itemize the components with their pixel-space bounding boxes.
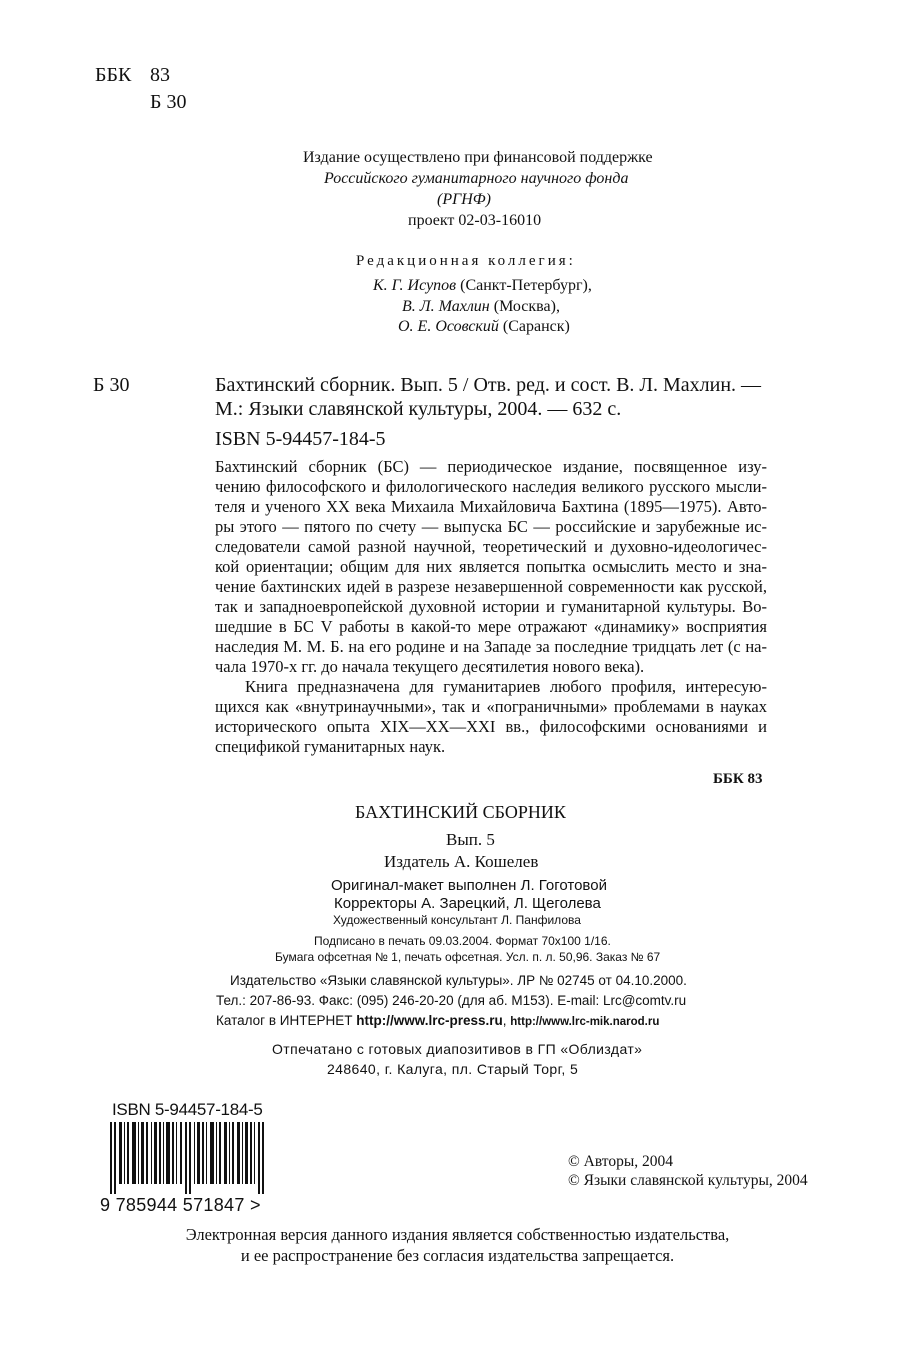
imprint-paper: Бумага офсетная № 1, печать офсетная. Усл. п. л. 50,96. Заказ № 67 (275, 950, 661, 964)
abstract-line: чение бахтинских идей в разрезе незавершенной современности как русской, (215, 577, 767, 596)
barcode-bars-icon (110, 1122, 270, 1194)
funding-line-4: проект 02-03-16010 (408, 212, 542, 229)
board-member-name: О. Е. Осовский (398, 318, 499, 335)
abstract-line: кой ориентации; общим для них является попытка осмыслить место и зна- (215, 557, 767, 576)
copyright-authors: © Авторы, 2004 (568, 1153, 674, 1170)
imprint-signed: Подписано в печать 09.03.2004. Формат 70x100 1/16. (314, 934, 611, 948)
bbk-footer: ББК 83 (713, 771, 763, 787)
author-mark: Б 30 (150, 91, 187, 113)
abstract-line: шедшие в БС V работы в какой-то мере отражают «динамику» восприятия (215, 617, 767, 636)
catalog-label: Каталог в ИНТЕРНЕТ (216, 1013, 357, 1028)
abstract-line: чению философского и филологического наследия великого русского мысли- (215, 477, 767, 496)
imprint-printed: Отпечатано с готовых диапозитивов в ГП «Облиздат» (272, 1041, 643, 1057)
notice-line-1: Электронная версия данного издания является собственностью издательства, (185, 1225, 730, 1244)
abstract-line: Бахтинский сборник (БС) — периодическое издание, посвященное изу- (215, 457, 767, 476)
url-separator: , (502, 1013, 511, 1028)
abstract-line: щихся как «внутринаучными», так и «пограничными» проблемами в науках (215, 697, 767, 716)
board-member (373, 277, 592, 295)
abstract-line: спецификой гуманитарных наук. (215, 737, 446, 756)
publisher-url-link[interactable]: http://www.lrc-press.ru (356, 1013, 503, 1028)
funding-line-1: Издание осуществлено при финансовой поддержке (303, 149, 653, 166)
board-member (398, 318, 570, 336)
abstract-line: исторического опыта XIX—XX—XXI вв., философскими основаниями и (215, 717, 767, 736)
funding-line-3: (РГНФ) (437, 191, 491, 208)
copyright-publisher: © Языки славянской культуры, 2004 (568, 1172, 808, 1189)
imprint-layout: Оригинал-макет выполнен Л. Гоготовой (331, 877, 607, 894)
imprint-address: 248640, г. Калуга, пл. Старый Торг, 5 (327, 1061, 579, 1077)
imprint-art-consultant: Художественный консультант Л. Панфилова (333, 913, 581, 927)
board-member-name: К. Г. Исупов (373, 277, 457, 294)
catalog-mark: Б 30 (93, 374, 130, 396)
board-member-city: (Саранск) (498, 318, 570, 335)
abstract-line: теля и ученого XX века Михаила Михайловича Бахтина (1895—1975). Авто- (215, 497, 767, 516)
board-member-name: В. Л. Махлин (402, 298, 490, 315)
imprint-house: Издательство «Языки славянской культуры». ЛР № 02745 от 04.10.2000. (230, 973, 687, 988)
bbk-label: ББК (95, 64, 132, 86)
abstract-line: следователи самой разной научной, теоретический и духовно-идеологичес- (215, 537, 767, 556)
mirror-url-link[interactable]: http://www.lrc-mik.narod.ru (510, 1016, 660, 1028)
imprint-publisher: Издатель А. Кошелев (384, 852, 539, 871)
barcode-isbn: ISBN 5-94457-184-5 (112, 1100, 263, 1119)
isbn-barcode (100, 1100, 280, 1220)
board-member-city: (Санкт-Петербург), (456, 277, 592, 294)
imprint-proofreaders: Корректоры А. Зарецкий, Л. Щеголева (334, 895, 601, 912)
imprint-catalog (216, 1013, 659, 1028)
catalog-line-1: Бахтинский сборник. Вып. 5 / Отв. ред. и сост. В. Л. Махлин. — (215, 374, 762, 396)
board-member-city: (Москва), (489, 298, 560, 315)
board-member (402, 298, 560, 316)
imprint-title: БАХТИНСКИЙ СБОРНИК (355, 802, 566, 822)
abstract-line: ры этого — пятого по счету — выпуска БС — российские и зарубежные ис- (215, 517, 767, 536)
catalog-isbn: ISBN 5-94457-184-5 (215, 428, 386, 450)
abstract-line: наследия М. М. Б. на его родине и на Западе за последние тридцать лет (с на- (215, 637, 767, 656)
imprint-issue: Вып. 5 (446, 830, 495, 849)
board-title: Редакционная коллегия: (356, 253, 576, 269)
bbk-code: 83 (150, 64, 170, 86)
funding-line-2: Российского гуманитарного научного фонда (324, 170, 629, 187)
catalog-line-2: М.: Языки славянской культуры, 2004. — 632 с. (215, 398, 622, 420)
notice-line-2: и ее распространение без согласия издательства запрещается. (240, 1246, 675, 1265)
imprint-phone: Тел.: 207-86-93. Факс: (095) 246-20-20 (для аб. М153). E-mail: Lrc@comtv.ru (216, 993, 687, 1008)
abstract-line: так и западноевропейской духовной истории и гуманитарной культуры. Во- (215, 597, 767, 616)
abstract-line: Книга предназначена для гуманитариев любого профиля, интересую- (245, 677, 767, 696)
barcode-digits: 9 785944 571847 > (100, 1195, 261, 1215)
abstract-line: чала 1970-х гг. до начала текущего десятилетия нового века). (215, 657, 645, 676)
